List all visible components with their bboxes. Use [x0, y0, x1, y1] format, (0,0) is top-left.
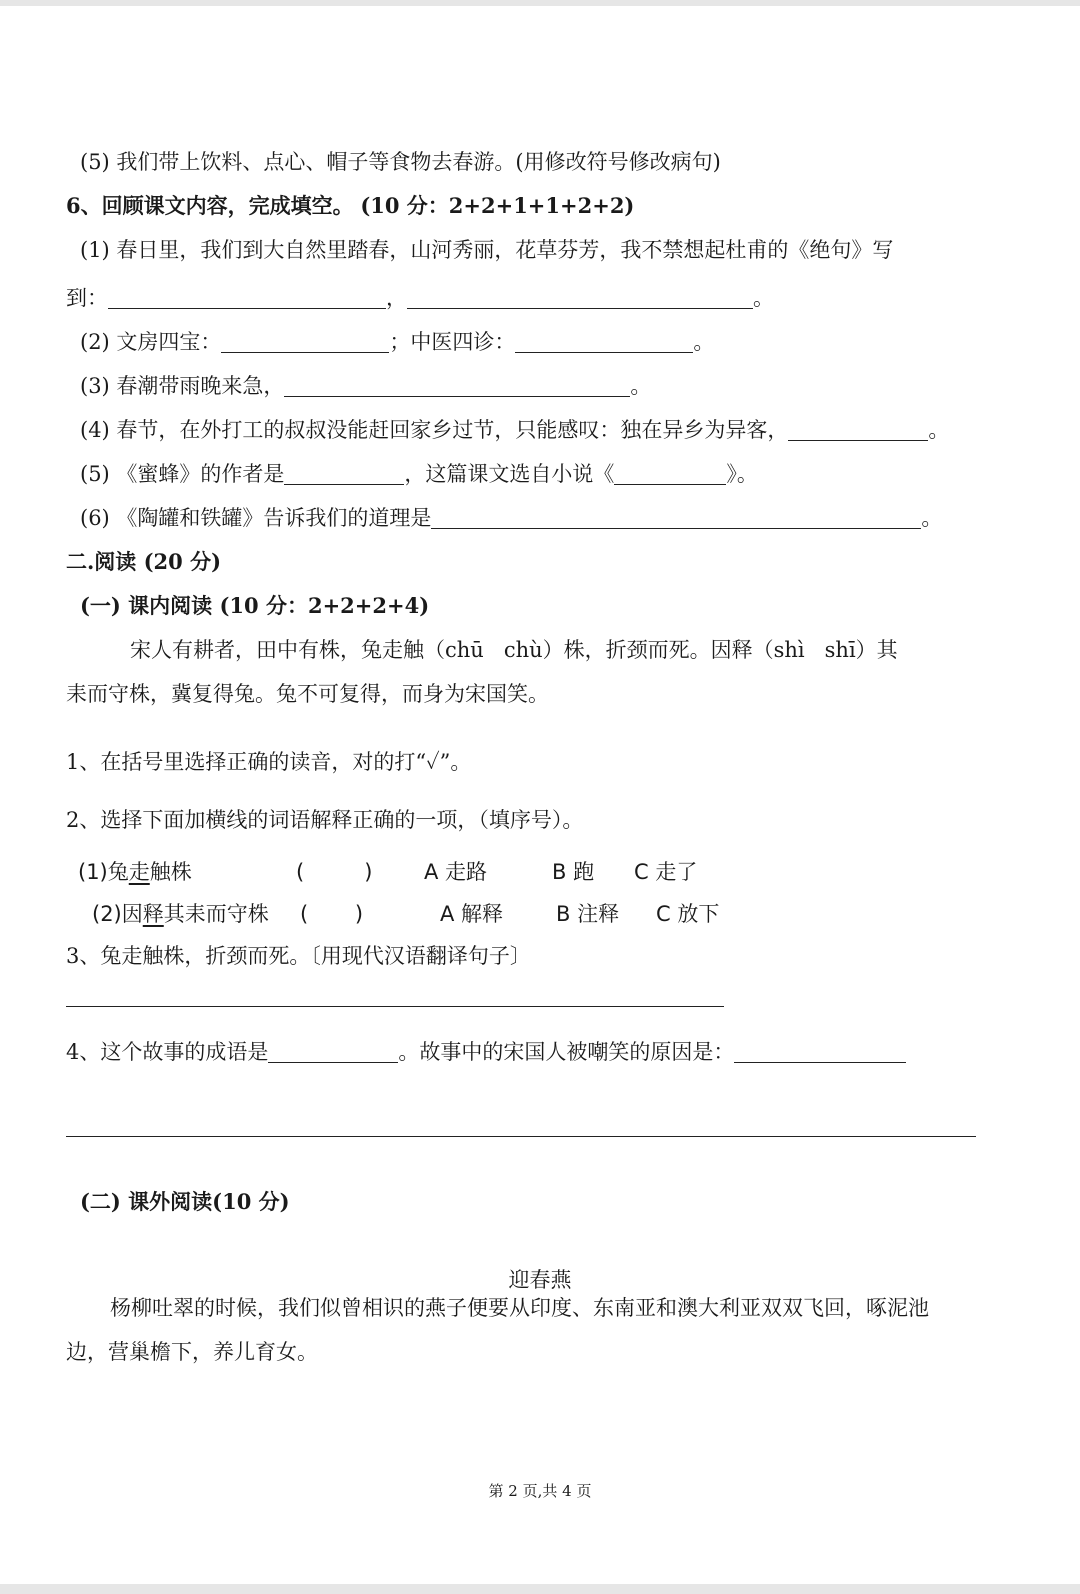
- fill-item-4-prefix: (4) 春节，在外打工的叔叔没能赶回家乡过节，只能感叹：独在异乡为异客，: [80, 418, 789, 442]
- option-2-answer-paren[interactable]: ( ): [300, 902, 364, 926]
- question-4-mid: 。故事中的宋国人被嘲笑的原因是：: [398, 1040, 735, 1064]
- option-1-choice-a: A 走路: [424, 860, 488, 884]
- answer-blank[interactable]: [734, 1040, 906, 1063]
- question-4-prefix: 4、这个故事的成语是: [66, 1040, 269, 1064]
- section-6-heading: [66, 192, 634, 220]
- option-2-phrase-pre: (2)因: [92, 902, 143, 926]
- option-2-choice-c: C 放下: [656, 902, 720, 926]
- page-number-footer: 第 2 页,共 4 页: [488, 1482, 592, 1500]
- reading-question-2: 2、选择下面加横线的词语解释正确的一项，（填序号）。: [66, 808, 584, 832]
- option-1-answer-paren[interactable]: ( ): [296, 860, 373, 884]
- fill-item-1-prefix: 到：: [66, 286, 108, 310]
- answer-blank[interactable]: [284, 462, 404, 485]
- option-1-choice-b: B 跑: [552, 860, 595, 884]
- option-1-choice-c: C 走了: [634, 860, 698, 884]
- fill-item-3-end: 。: [630, 374, 652, 398]
- passage-2-line-2: 边，营巢檐下，养儿育女。: [66, 1340, 318, 1364]
- answer-blank[interactable]: [515, 330, 693, 353]
- fill-item-1-line2: [66, 284, 774, 312]
- fill-item-3: [80, 372, 651, 400]
- fill-item-6: [80, 504, 942, 532]
- fill-item-2: [80, 328, 714, 356]
- fill-item-6-end: 。: [921, 506, 943, 530]
- fill-item-2-end: 。: [693, 330, 715, 354]
- passage-title: 迎春燕: [508, 1268, 572, 1292]
- answer-line[interactable]: [66, 1136, 976, 1137]
- answer-blank[interactable]: [614, 462, 726, 485]
- passage-2-line-1: 杨柳吐翠的时候，我们似曾相识的燕子便要从印度、东南亚和澳大利亚双双飞回，啄泥池: [110, 1296, 929, 1320]
- reading-question-3: 3、兔走触株，折颈而死。〔用现代汉语翻译句子〕: [66, 944, 531, 968]
- option-2-phrase-post: 其耒而守株: [163, 902, 269, 926]
- fill-item-5-prefix: (5) 《蜜蜂》的作者是: [80, 462, 285, 486]
- extra-reading-heading: (二) 课外阅读(10 分): [80, 1189, 290, 1214]
- question-5-correction: (5) 我们带上饮料、点心、帽子等食物去春游。(用修改符号修改病句): [80, 150, 721, 174]
- answer-blank[interactable]: [431, 506, 921, 529]
- fill-item-2-sep: ；中医四诊：: [389, 330, 516, 354]
- fill-item-5: [80, 460, 758, 488]
- exam-page: [0, 6, 1080, 1584]
- section-6-title: 6、回顾课文内容，完成填空。: [66, 193, 354, 218]
- fill-item-4-end: 。: [928, 418, 950, 442]
- reading-section-heading: 二.阅读 (20 分): [66, 549, 222, 574]
- fill-item-2-prefix: (2) 文房四宝：: [80, 330, 222, 354]
- answer-blank[interactable]: [108, 286, 386, 309]
- fill-item-1-line1: (1) 春日里，我们到大自然里踏春，山河秀丽，花草芬芳，我不禁想起杜甫的《绝句》写: [80, 238, 894, 262]
- reading-question-1: 1、在括号里选择正确的读音，对的打“✓”。: [66, 750, 472, 774]
- in-class-reading-heading: (一) 课内阅读 (10 分：2+2+2+4): [80, 593, 430, 618]
- option-1-phrase-post: 触株: [149, 860, 192, 884]
- fill-item-4: [80, 416, 949, 444]
- answer-line[interactable]: [66, 1006, 724, 1007]
- answer-blank[interactable]: [268, 1040, 398, 1063]
- answer-blank[interactable]: [221, 330, 389, 353]
- fill-item-1-end: 。: [753, 286, 774, 310]
- reading-question-4: [66, 1038, 906, 1066]
- passage-line-1c: shī）其: [824, 638, 898, 662]
- option-1-underlined-word: 走: [128, 860, 150, 884]
- passage-line-1: [130, 636, 898, 664]
- option-row-2: [92, 900, 269, 928]
- fill-item-6-prefix: (6) 《陶罐和铁罐》告诉我们的道理是: [80, 506, 432, 530]
- passage-line-1b: chù）株，折颈而死。因释（shì: [503, 638, 805, 662]
- option-1-phrase-pre: (1)兔: [78, 860, 129, 884]
- answer-blank[interactable]: [407, 286, 753, 309]
- passage-line-2: 耒而守株，冀复得兔。兔不可复得，而身为宋国笑。: [66, 682, 549, 706]
- passage-line-1a: 宋人有耕者，田中有株，兔走触（chū: [130, 638, 484, 662]
- fill-item-3-prefix: (3) 春潮带雨晚来急，: [80, 374, 285, 398]
- fill-item-5-end: 》。: [726, 462, 758, 486]
- answer-blank[interactable]: [284, 374, 630, 397]
- fill-item-1-sep: ，: [386, 286, 407, 310]
- option-2-choice-a: A 解释: [440, 902, 504, 926]
- answer-blank[interactable]: [788, 418, 928, 441]
- section-6-score: (10 分：2+2+1+1+2+2): [360, 193, 635, 218]
- option-2-choice-b: B 注释: [556, 902, 620, 926]
- fill-item-5-mid: ，这篇课文选自小说《: [404, 462, 615, 486]
- option-row-1: [78, 858, 192, 886]
- option-2-underlined-word: 释: [142, 902, 164, 926]
